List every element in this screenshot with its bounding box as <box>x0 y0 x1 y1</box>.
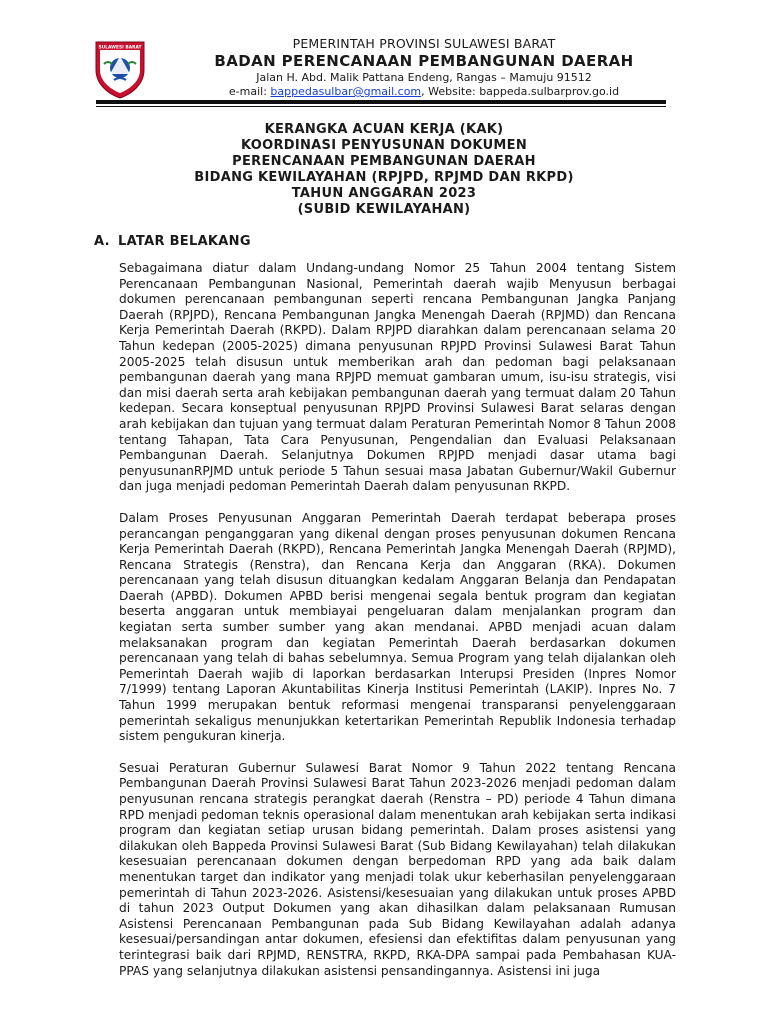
title-line: PERENCANAAN PEMBANGUNAN DAERAH <box>232 154 536 169</box>
website-text: , Website: bappeda.sulbarprov.go.id <box>421 85 620 98</box>
title-line: KOORDINASI PENYUSUNAN DOKUMEN <box>240 138 528 153</box>
paragraph: Dalam Proses Penyusunan Anggaran Pemerintah Daerah terdapat beberapa proses perancangan penganggaran yang dikenal dengan proses penyusunan dokumen Rencana Kerja Pemerintah Daerah (RKPD), Rencana Pemerintah Jangka Menengah Daerah (RPJMD), Rencana Strategis (Renstra), dan Rencana Kerja dan Anggaran (RKA). Dokumen perencanaan yang telah disusun dituangkan kedalam Anggaran Belanja dan Pendapatan Daerah (APBD). Dokumen APBD berisi mengenai segala bentuk program dan kegiatan beserta anggaran untuk membiayai pengeluaran dalam menjalankan program dan kegiatan serta sumber sumber yang akan mendanai. APBD menjadi acuan dalam melaksanakan program dan kegiatan Pemerintah Daerah berdasarkan dokumen perencanaan yang telah di bahas sebelumnya. Semua Program yang telah dijalankan oleh Pemerintah Daerah wajib di laporkan berdasarkan Interupsi Presiden (Inpres Nomor 7/1999) tentang Laporan Akuntabilitas Kinerja Institusi Pemerintah (LAKIP). Inpres No. 7 Tahun 1999 merupakan bentuk reformasi mengenai transparansi penyelenggaraan pemerintah sekaligus menunjukkan ketertarikan Pemerintah Republik Indonesia terhadap sistem pengukuran kinerja. <box>119 510 676 744</box>
section-title: LATAR BELAKANG <box>118 234 251 249</box>
title-line: TAHUN ANGGARAN 2023 <box>291 186 477 201</box>
letterhead-rule-thin <box>96 106 666 107</box>
agency-name: BADAN PERENCANAAN PEMBANGUNAN DAERAH <box>214 52 634 70</box>
email-label: e-mail: <box>228 85 271 98</box>
paragraph: Sesuai Peraturan Gubernur Sulawesi Barat Nomor 9 Tahun 2022 tentang Rencana Pembangunan Daerah Provinsi Sulawesi Barat Tahun 2023-2026 menjadi pedoman dalam penyusunan rencana strategis perangkat daerah (Renstra – PD) periode 4 Tahun dimana RPD menjadi pedoman teknis operasional dalam menentukan arah kebijakan serta indikasi program dan kegiatan setiap urusan bidang pemerintah. Dalam proses asistensi yang dilakukan oleh Bappeda Provinsi Sulawesi Barat (Sub Bidang Kewilayahan) telah dilakukan kesesuaian perencanaan dokumen dengan berpedoman RPD yang ada baik dalam menentukan target dan indikator yang menjadi tolak ukur keberhasilan penyelenggaraan pemerintah di Tahun 2023-2026. Asistensi/kesesuaian yang dilakukan untuk proses APBD di tahun 2023 Output Dokumen yang akan dihasilkan dalam pelaksanaan Rumusan Asistensi Perencanaan Pembangunan pada Sub Bidang Kewilayahan adalah adanya kesesuai/persandingan antar dokumen, efesiensi dan efektifitas dalam penyusunan yang terintegrasi baik dari RPJMD, RENSTRA, RKPD, RKA-DPA sampai pada Pembahasan KUA-PPAS yang selanjutnya dilakukan asistensi pensandingannya. Asistensi ini juga <box>119 760 676 978</box>
agency-contact <box>184 85 664 99</box>
agency-address: Jalan H. Abd. Malik Pattana Endeng, Rangas – Mamuju 91512 <box>256 71 592 84</box>
government-name: PEMERINTAH PROVINSI SULAWESI BARAT <box>292 36 556 51</box>
title-line: (SUBID KEWILAYAHAN) <box>297 202 471 217</box>
title-line: BIDANG KEWILAYAHAN (RPJPD, RPJMD DAN RKPD) <box>194 170 574 185</box>
body-text <box>119 261 676 995</box>
emblem-text: SULAWESI BARAT <box>98 45 142 51</box>
letterhead-text <box>184 36 664 99</box>
letterhead-rule-thick <box>96 100 666 104</box>
letterhead <box>88 30 676 108</box>
provincial-emblem-icon <box>88 36 152 100</box>
paragraph: Sebagaimana diatur dalam Undang-undang Nomor 25 Tahun 2004 tentang Sistem Perencanaan Pembangunan Nasional, Pemerintah daerah wajib Menyusun berbagai dokumen perencanaan pembangunan seperti rencana Pembangunan Jangka Panjang Daerah (RPJPD), Rencana Pembangunan Jangka Menengah Daerah (RPJMD) dan Rencana Kerja Pemerintah Daerah (RKPD). Dalam RPJPD diarahkan dalam perencanaan selama 20 Tahun kedepan (2005-2025) dimana penyusunan RPJPD Provinsi Sulawesi Barat Tahun 2005-2025 telah disusun untuk memberikan arah dan pedoman bagi pelaksanaan pembangunan daerah yang mana RPJPD memuat gambaran umum, isu-isu strategis, visi dan misi daerah serta arah kebijakan pembangunan daerah yang termuat dalam 20 Tahun kedepan. Secara konseptual penyusunan RPJPD Provinsi Sulawesi Barat selaras dengan arah kebijakan dan tujuan yang termuat dalam Peraturan Pemerintah Nomor 8 Tahun 2008 tentang Tahapan, Tata Cara Penyusunan, Pengendalian dan Evaluasi Pelaksanaan Pembangunan Daerah. Selanjutnya Dokumen RPJPD menjadi dasar utama bagi penyusunanRPJMD untuk periode 5 Tahun sesuai masa Jabatan Gubernur/Wakil Gubernur dan juga menjadi pedoman Pemerintah Daerah dalam penyusunan RKPD. <box>119 261 676 494</box>
document-title <box>96 122 672 218</box>
title-line: KERANGKA ACUAN KERJA (KAK) <box>264 122 504 137</box>
email-link[interactable]: bappedasulbar@gmail.com <box>270 85 422 98</box>
section-number: A. <box>94 234 110 249</box>
section-heading <box>94 234 251 249</box>
